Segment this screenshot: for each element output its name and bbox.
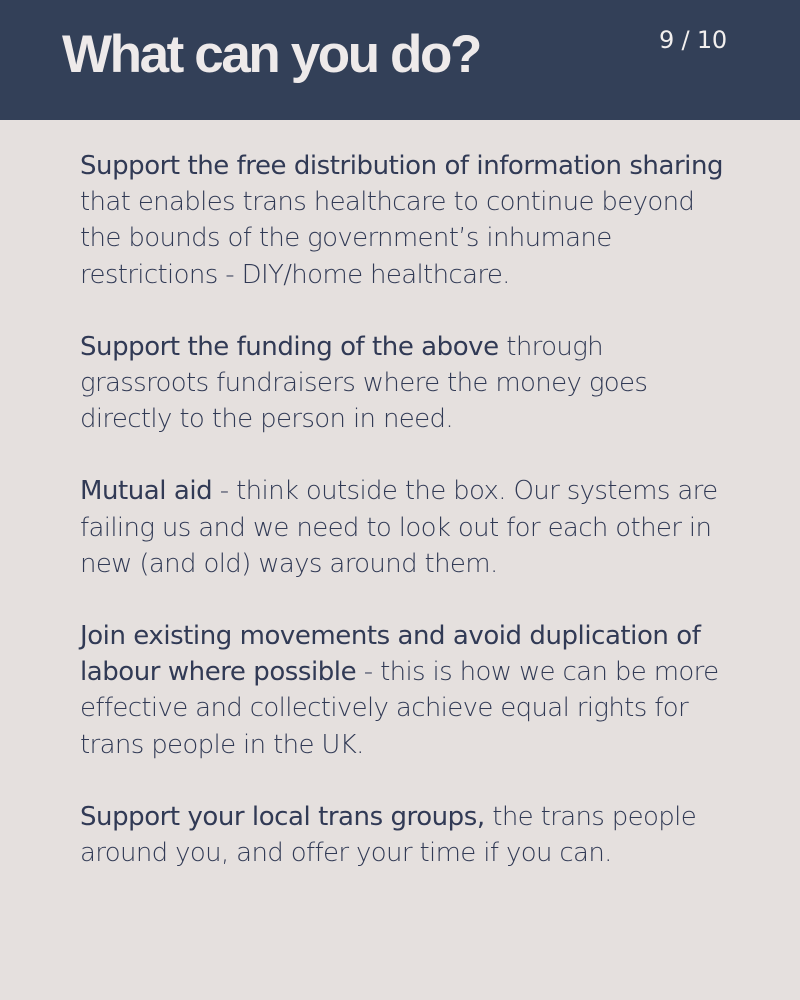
tip-heading: Support the free distribution of information sharing (80, 151, 724, 181)
tip-body: the trans people around you, and offer your time if you can. (80, 801, 697, 869)
tip-heading: Support your local trans groups, (80, 801, 485, 832)
tip-funding (80, 329, 730, 438)
page-title: What can you do? (62, 25, 480, 84)
tip-information-sharing (80, 148, 730, 293)
page-indicator: 9 / 10 (659, 26, 727, 54)
tip-body: - think outside the box. Our systems are failing us and we need to look out for each other in new (and old) ways around them. (80, 476, 718, 579)
header-banner (0, 0, 800, 120)
tip-body: - this is how we can be more effective and collectively achieve equal rights for trans people in the UK. (80, 657, 719, 760)
tip-heading: Mutual aid (80, 476, 213, 507)
tip-heading: Join existing movements and avoid duplication of labour where possible (80, 621, 701, 688)
tip-mutual-aid (80, 473, 730, 582)
tip-join-movements (80, 618, 730, 763)
tips-list (80, 148, 730, 871)
tip-body: through grassroots fundraisers where the money goes directly to the person in need. (80, 331, 648, 435)
tip-heading: Support the funding of the above (80, 331, 499, 362)
tip-local-groups (80, 799, 730, 871)
tip-body: that enables trans healthcare to continue beyond the bounds of the government’s inhumane restrictions - DIY/home healthcare. (80, 187, 695, 290)
